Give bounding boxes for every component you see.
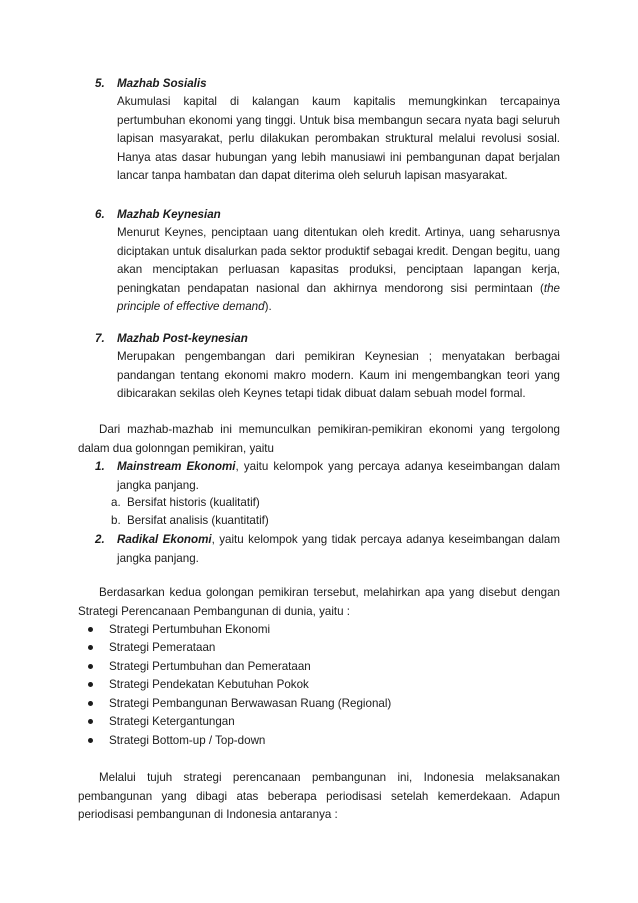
paragraph: Dari mazhab-mazhab ini memunculkan pemikiran-pemikiran ekonomi yang tergolong dalam dua golonngan pemikiran, yaitu (78, 423, 560, 455)
list-item-text: Strategi Pembangunan Berwawasan Ruang (Regional) (109, 697, 392, 710)
section-number: 7. (95, 332, 105, 345)
group-item (95, 458, 560, 495)
group-number: 1. (95, 460, 105, 473)
section-number: 6. (95, 208, 105, 221)
sub-item-letter: a. (111, 496, 121, 509)
group-number: 2. (95, 533, 105, 546)
section-body: Akumulasi kapital di kalangan kaum kapitalis memungkinkan tercapainya pertumbuhan ekonomi yang tinggi. Untuk bisa membangun secara nyata bagi seluruh lapisan masyarakat, perlu dilakukan perombakan struktural melalui revolusi sosial. Hanya atas dasar hubungan yang lebih manusiawi ini pembangunan dapat berjalan lancar tanpa hambatan dan dapat diterima oleh seluruh lapisan masyarakat. (117, 95, 560, 182)
bullet-icon (88, 738, 93, 743)
sub-item-text: Bersifat analisis (kuantitatif) (127, 514, 269, 527)
section-body-end: ). (264, 300, 272, 313)
group-term: Radikal Ekonomi (117, 533, 212, 546)
section-heading (95, 330, 248, 349)
section-body-italic: the principle of effective demand (117, 281, 560, 313)
section-heading (95, 206, 221, 225)
group-desc: , yaitu kelompok yang percaya adanya keseimbangan dalam jangka panjang. (117, 460, 560, 492)
paragraph: Melalui tujuh strategi perencanaan pembangunan ini, Indonesia melaksanakan pembangunan yang dibagi atas beberapa periodisasi setelah kemerdekaan. Adapun periodisasi pembangunan di Indonesia antaranya : (78, 771, 560, 821)
bullet-icon (88, 701, 93, 706)
section-title: Mazhab Post-keynesian (117, 332, 248, 345)
group-desc: , yaitu kelompok yang tidak percaya adanya keseimbangan dalam jangka panjang. (117, 533, 560, 565)
group-text (117, 458, 560, 495)
group-item (95, 531, 560, 568)
group-term: Mainstream Ekonomi (117, 460, 236, 473)
list-item-text: Strategi Ketergantungan (109, 715, 235, 728)
paragraph: Berdasarkan kedua golongan pemikiran tersebut, melahirkan apa yang disebut dengan Strategi Perencanaan Pembangunan di dunia, yaitu : (78, 586, 560, 618)
section-body-text: Menurut Keynes, penciptaan uang ditentukan oleh kredit. Artinya, uang seharusnya diciptakan untuk disalurkan pada sektor produktif sebagai kredit. Dengan begitu, uang akan menciptakan perluasan kapasitas produksi, penciptaan lapangan kerja, peningkatan pendapatan nasional dan akhirnya mendorong sisi permintaan ( (117, 226, 560, 295)
list-item-text: Strategi Pendekatan Kebutuhan Pokok (109, 678, 309, 691)
sub-item (111, 494, 260, 513)
section-body: Merupakan pengembangan dari pemikiran Keynesian ; menyatakan berbagai pandangan tentang ekonomi makro modern. Kaum ini mengembangkan teori yang dibicarakan sekilas oleh Keynes tetapi tidak dibuat dalam sebuah model formal. (117, 350, 560, 400)
bullet-icon (88, 682, 93, 687)
bullet-icon (88, 664, 93, 669)
list-item-text: Strategi Bottom-up / Top-down (109, 734, 266, 747)
bullet-icon (88, 645, 93, 650)
list-item-text: Strategi Pertumbuhan dan Pemerataan (109, 660, 311, 673)
sub-item-letter: b. (111, 514, 121, 527)
list-item-text: Strategi Pertumbuhan Ekonomi (109, 623, 271, 636)
group-text (117, 531, 560, 568)
section-title: Mazhab Sosialis (117, 77, 207, 90)
section-number: 5. (95, 77, 105, 90)
sub-item-text: Bersifat historis (kualitatif) (127, 496, 260, 509)
section-title: Mazhab Keynesian (117, 208, 221, 221)
section-body (117, 224, 560, 317)
list-item-text: Strategi Pemerataan (109, 641, 216, 654)
section-heading (95, 75, 207, 94)
bullet-icon (88, 627, 93, 632)
sub-item (111, 512, 269, 531)
bullet-icon (88, 719, 93, 724)
